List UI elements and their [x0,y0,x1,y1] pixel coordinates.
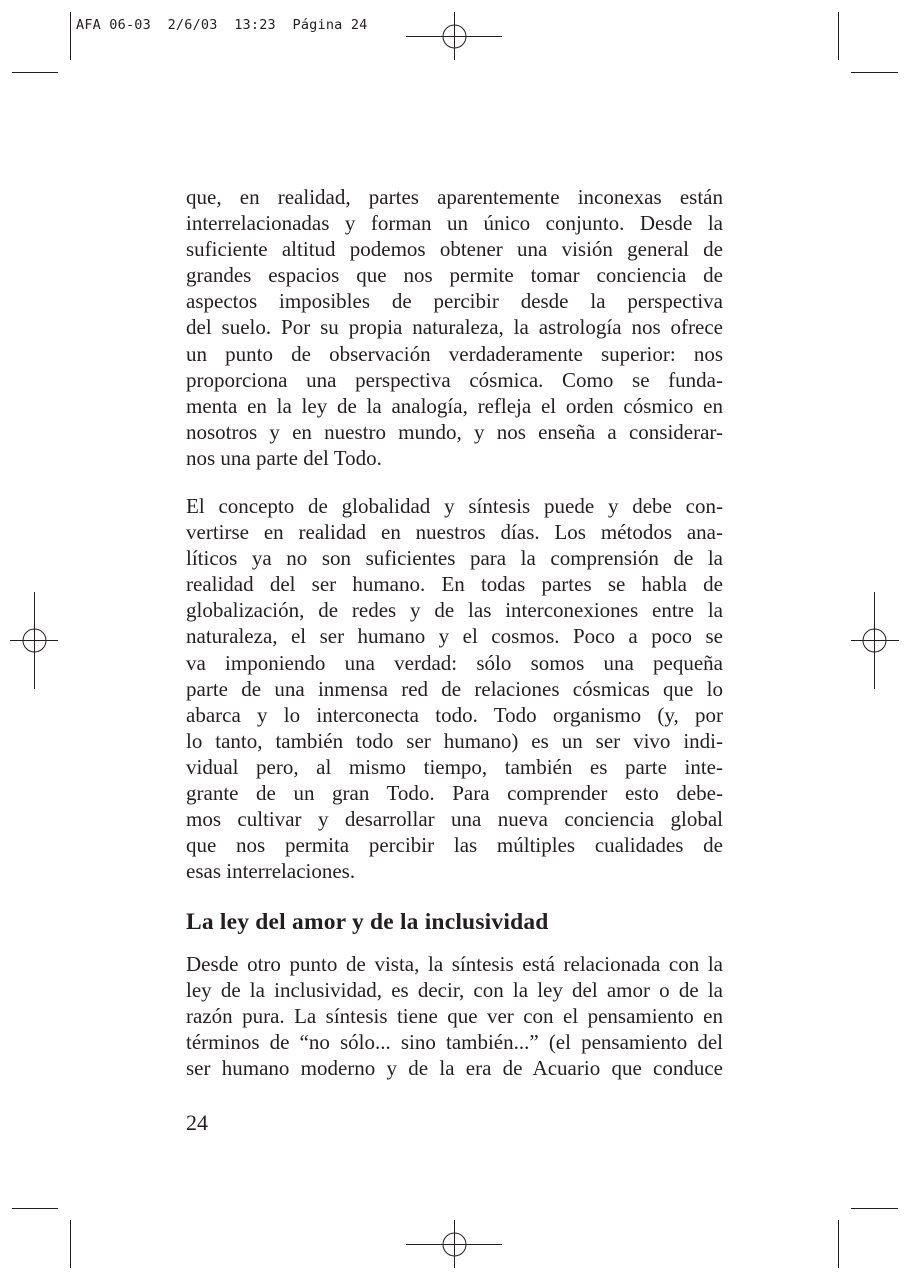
registration-target-bottom [406,1220,502,1268]
paragraph-3-line: Desde otro punto de vista, la síntesis está relacionada con la [186,952,723,976]
paragraph-1-line: un punto de observación verdaderamente superior: nos [186,341,723,366]
paragraph-2-line: va imponiendo una verdad: sólo somos una pequeña [186,650,723,675]
paragraph-2-line: vidual pero, al mismo tiempo, también es parte inte- [186,754,723,779]
paragraph-1-line: proporciona una perspectiva cósmica. Como se funda- [186,367,723,392]
paragraph-1-line: nosotros y en nuestro mundo, y nos enseña a considerar- [186,419,723,444]
paragraph-1-line: del suelo. Por su propia naturaleza, la astrología nos ofrece [186,315,723,340]
paragraph-2-line: vertirse en realidad en nuestros días. Los métodos ana- [186,520,723,545]
body-paragraph-3 [186,951,723,1081]
paragraph-2-line: grante de un gran Todo. Para comprender esto debe- [186,781,723,806]
registration-target-right [851,592,899,689]
body-paragraph-1 [186,184,723,471]
paragraph-3-line: ser humano moderno y de la era de Acuario que conduce [186,1056,723,1081]
paragraph-2-line: mos cultivar y desarrollar una nueva conciencia global [186,807,723,832]
section-heading: La ley del amor y de la inclusividad [186,909,549,935]
paragraph-3-line: razón pura. La síntesis tiene que ver con el pensamiento en [186,1004,723,1029]
paragraph-3-line: términos de “no sólo... sino también...” (el pensamiento del [186,1030,723,1055]
paragraph-1-line: aspectos imposibles de percibir desde la perspectiva [186,289,723,314]
paragraph-2-line: parte de una inmensa red de relaciones cósmicas que lo [186,676,723,701]
paragraph-1-line: menta en la ley de la analogía, refleja el orden cósmico en [186,393,723,418]
paragraph-3-line: ley de la inclusividad, es decir, con la ley del amor o de la [186,978,723,1003]
paragraph-1-line: que, en realidad, partes aparentemente inconexas están [186,185,723,209]
paragraph-2-line: naturaleza, el ser humano y el cosmos. Poco a poco se [186,624,723,649]
paragraph-1-line: grandes espacios que nos permite tomar conciencia de [186,263,723,288]
paragraph-2-line: que nos permita percibir las múltiples cualidades de [186,833,723,858]
paragraph-2-line: esas interrelaciones. [186,859,356,884]
page-number: 24 [186,1110,208,1135]
paragraph-2-line: abarca y lo interconecta todo. Todo organismo (y, por [186,702,723,727]
paragraph-1-line: suficiente altitud podemos obtener una visión general de [186,237,723,262]
print-slug-line: AFA 06-03 2/6/03 13:23 Página 24 [76,17,368,33]
paragraph-1-line: interrelacionadas y forman un único conjunto. Desde la [186,211,723,236]
paragraph-2-line: lo tanto, también todo ser humano) es un ser vivo indi- [186,728,723,753]
paragraph-2-line: líticos ya no son suficientes para la comprensión de la [186,546,723,571]
paragraph-2-line: globalización, de redes y de las interconexiones entre la [186,598,723,623]
paragraph-1-line: nos una parte del Todo. [186,445,382,470]
paragraph-2-line: realidad del ser humano. En todas partes se habla de [186,572,723,597]
registration-target-top [406,12,502,60]
body-paragraph-2 [186,493,723,884]
paragraph-2-line: El concepto de globalidad y síntesis puede y debe con- [186,494,723,518]
registration-target-left [10,592,58,689]
